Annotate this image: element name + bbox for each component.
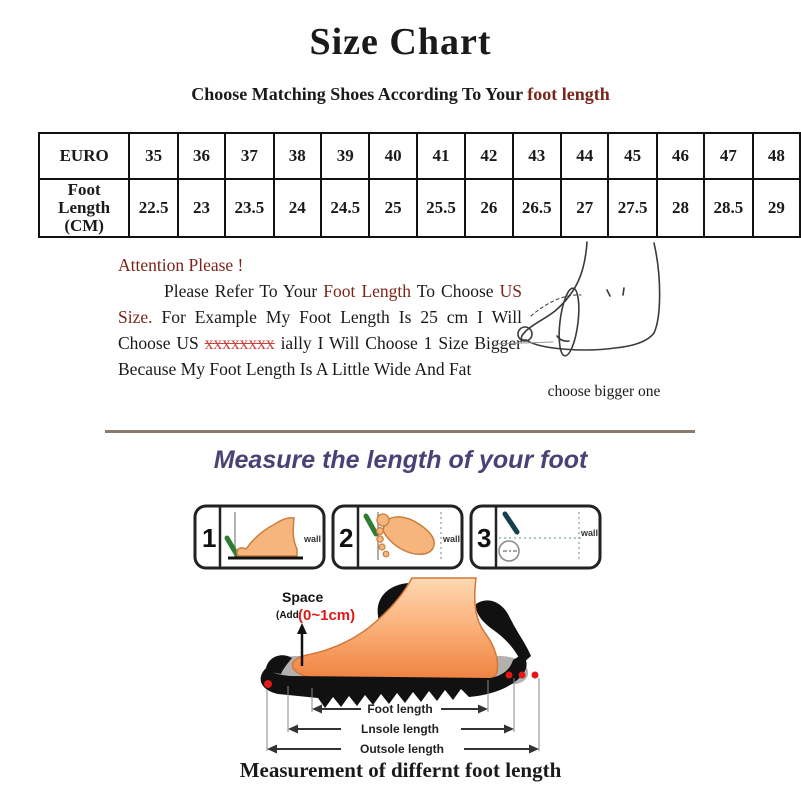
- attention-block: [118, 252, 522, 382]
- heel-marker-dot: [519, 672, 526, 679]
- wall-label: wall: [443, 534, 461, 544]
- page-subtitle: [0, 84, 801, 105]
- step-panel-2: [331, 504, 464, 570]
- length-cell: 23.5: [225, 179, 274, 237]
- size-cell: 48: [753, 133, 800, 179]
- space-add-value: (0~1cm): [298, 607, 356, 624]
- attention-text: For Example My Foot Length Is 25 cm I Will Choose US: [118, 307, 522, 353]
- attention-text: ially I Will Choose 1 Size Bigger Because My Foot Length Is A Little Wide And Fat: [118, 333, 522, 379]
- length-cell: 27.5: [608, 179, 657, 237]
- step-panel-3: [469, 504, 602, 570]
- size-cell: 43: [513, 133, 562, 179]
- attention-us-size: US Size.: [118, 281, 522, 327]
- length-cell: 26: [465, 179, 512, 237]
- attention-redacted: xxxxxxxx: [204, 333, 275, 353]
- attention-foot-length: Foot Length: [323, 281, 412, 301]
- size-cell: 37: [225, 133, 274, 179]
- footlength-header: Foot Length (CM): [39, 179, 129, 237]
- attention-text: To Choose: [411, 281, 500, 301]
- heel-marker-dot: [532, 672, 539, 679]
- table-row-footlength: [39, 179, 800, 237]
- heel-marker-dot: [506, 672, 513, 679]
- foot-sketch-drawing: [495, 238, 705, 383]
- table-row-euro: [39, 133, 800, 179]
- space-label: Space: [282, 589, 324, 605]
- length-cell: 24: [274, 179, 321, 237]
- space-add-prefix: (Add: [276, 610, 299, 621]
- length-cell: 25.5: [417, 179, 466, 237]
- step-panel-1: [193, 504, 326, 570]
- attention-text: Please Refer To Your: [164, 281, 324, 301]
- step-number: 3: [477, 523, 492, 553]
- section-divider: [105, 430, 695, 433]
- subtitle-highlight: foot length: [527, 84, 610, 104]
- attention-paragraph: [118, 278, 522, 382]
- size-table: [38, 132, 801, 238]
- size-cell: 44: [561, 133, 608, 179]
- sketch-heel-line: [654, 243, 660, 333]
- length-cell: 27: [561, 179, 608, 237]
- space-arrowhead: [297, 623, 307, 634]
- sketch-instep-dashed: [531, 295, 581, 316]
- length-cell: 24.5: [321, 179, 370, 237]
- length-cell: 26.5: [513, 179, 562, 237]
- toe: [377, 528, 384, 535]
- measure-steps: [193, 504, 602, 570]
- step-number: 2: [339, 523, 354, 553]
- step-number: 1: [202, 523, 217, 553]
- size-cell: 47: [704, 133, 753, 179]
- sketch-ankle-marks: [607, 288, 624, 296]
- size-cell: 39: [321, 133, 370, 179]
- length-cell: 28: [657, 179, 704, 237]
- choose-bigger-note: choose bigger one: [547, 383, 661, 400]
- foot-length-label: Foot length: [367, 702, 433, 716]
- shoe-measurement-diagram: [226, 576, 574, 758]
- sketch-sole-line: [526, 333, 654, 350]
- size-cell: 36: [178, 133, 225, 179]
- wall-label: wall: [581, 528, 599, 538]
- sketch-big-toe: [518, 327, 532, 341]
- size-cell: 35: [129, 133, 178, 179]
- attention-heading: Attention Please !: [118, 255, 244, 275]
- length-cell: 28.5: [704, 179, 753, 237]
- size-cell: 40: [369, 133, 416, 179]
- sketch-pointer-line: [495, 342, 553, 344]
- toe: [383, 551, 389, 557]
- page-title: Size Chart: [309, 21, 492, 63]
- size-cell: 38: [274, 133, 321, 179]
- measure-heading: Measure the length of your foot: [213, 446, 588, 474]
- toe-marker-dot: [264, 680, 272, 688]
- length-cell: 23: [178, 179, 225, 237]
- size-cell: 46: [657, 133, 704, 179]
- outsole-length-label: Outsole length: [360, 742, 444, 756]
- size-cell: 41: [417, 133, 466, 179]
- euro-header: EURO: [39, 133, 129, 179]
- bottom-caption: Measurement of differnt foot length: [239, 758, 562, 782]
- length-cell: 29: [753, 179, 800, 237]
- length-cell: 25: [369, 179, 416, 237]
- subtitle-prefix: Choose Matching Shoes According To Your: [191, 84, 528, 104]
- wall-label: wall: [304, 534, 322, 544]
- length-cell: 22.5: [129, 179, 178, 237]
- size-cell: 45: [608, 133, 657, 179]
- toe: [379, 544, 385, 550]
- insole-length-label: Lnsole length: [361, 722, 439, 736]
- size-cell: 42: [465, 133, 512, 179]
- big-toe: [377, 514, 389, 526]
- toe: [377, 536, 383, 542]
